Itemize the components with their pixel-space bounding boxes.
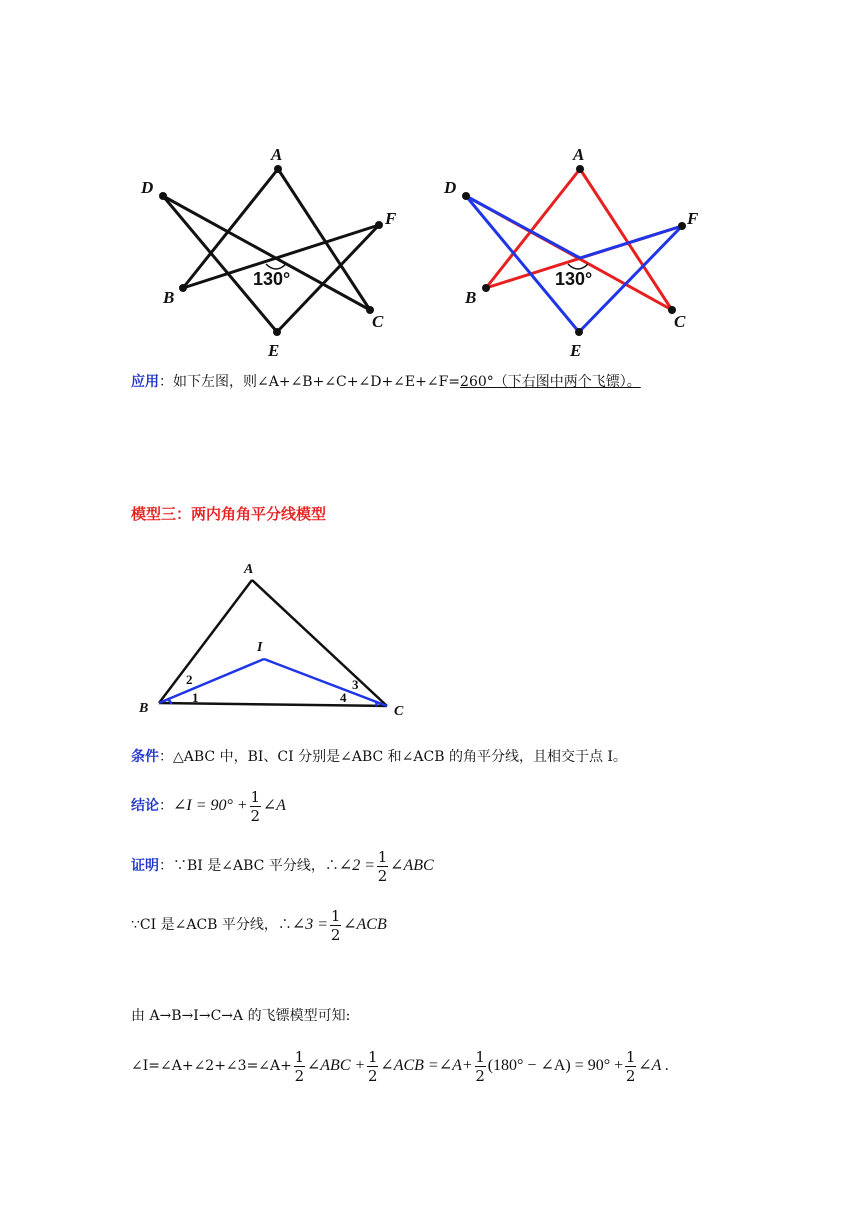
proof2-text: ∵CI 是∠ACB 平分线，∴ [131, 917, 292, 933]
proof2-lhs: ∠3 = [291, 916, 329, 933]
label-E: E [570, 341, 582, 360]
final-equation [131, 1046, 669, 1086]
proof-line-2 [131, 905, 387, 945]
final-d: (180° − ∠A) = 90° + [487, 1057, 624, 1074]
fraction-half: $\frac{1}{2}$ [330, 906, 341, 944]
angle-label-1: 1 [192, 690, 199, 705]
triangle-figure [130, 555, 420, 720]
label-B: B [163, 288, 175, 307]
label-C: C [674, 312, 686, 331]
final-c: ∠ACB =∠A+ [380, 1057, 473, 1074]
angle-label-3: 3 [352, 677, 359, 692]
fraction-half: $\frac{1}{2}$ [475, 1047, 485, 1085]
fraction-half: $\frac{1}{2}$ [377, 847, 388, 885]
proof-line-1 [131, 846, 434, 886]
proof1-text: ：∵BI 是∠ABC 平分线，∴ [159, 858, 339, 874]
conclusion-line: 结论 ： ∠I = 90° + $\frac{1}{2}$ ∠A [131, 787, 286, 825]
proof-line-3: 由 A→B→I→C→A 的飞镖模型可知: [131, 1008, 351, 1024]
conclusion-tag: 结论 [131, 798, 159, 814]
proof1-rhs: ∠ABC [390, 857, 434, 874]
label-D: D [444, 178, 457, 197]
final-a: ∠I=∠A+∠2+∠3=∠A+ [131, 1058, 292, 1074]
fraction-half: $\frac{1}{2}$ [625, 1047, 636, 1085]
application-answer: 260°（下右图中两个飞镖）。 [460, 374, 641, 390]
final-b: ∠ABC + [306, 1057, 366, 1074]
fraction-half: $\frac{1}{2}$ [294, 1047, 305, 1085]
fraction-half: $\frac{1}{2}$ [250, 787, 260, 825]
condition-line [131, 747, 627, 767]
proof2-rhs: ∠ACB [343, 916, 387, 933]
label-D: D [141, 178, 154, 197]
label-B: B [465, 288, 477, 307]
condition-text: ：△ABC 中，BI、CI 分别是∠ABC 和∠ACB 的角平分线，且相交于点 I。 [159, 749, 627, 765]
label-A: A [271, 145, 283, 164]
label-F: F [385, 209, 397, 228]
label-C: C [372, 312, 384, 331]
star-figure-black [130, 140, 410, 360]
application-tag: 应用 [131, 374, 159, 390]
application-line [131, 372, 641, 392]
application-text: ：如下左图，则∠A+∠B+∠C+∠D+∠E+∠F= [159, 374, 461, 390]
condition-tag: 条件 [131, 749, 159, 765]
proof-tag: 证明 [131, 858, 159, 874]
label-I: I [257, 640, 263, 655]
label-A: A [573, 145, 585, 164]
proof1-lhs: ∠2 = [338, 857, 376, 874]
label-B: B [139, 701, 149, 716]
angle-label-4: 4 [340, 690, 347, 705]
conclusion-lhs: ∠I = 90° + [173, 797, 248, 814]
label-F: F [687, 209, 699, 228]
final-e: ∠A . [638, 1057, 670, 1074]
label-E: E [268, 341, 280, 360]
conclusion-rhs: ∠A [262, 797, 286, 814]
angle-130-label: 130° [555, 269, 593, 289]
fraction-half: $\frac{1}{2}$ [368, 1047, 378, 1085]
star-figure-colored [432, 140, 712, 360]
angle-130-label: 130° [253, 269, 291, 289]
label-A: A [244, 562, 254, 577]
model3-heading: 模型三：两内角角平分线模型 [131, 505, 327, 523]
label-C: C [394, 704, 404, 719]
angle-label-2: 2 [186, 672, 193, 687]
